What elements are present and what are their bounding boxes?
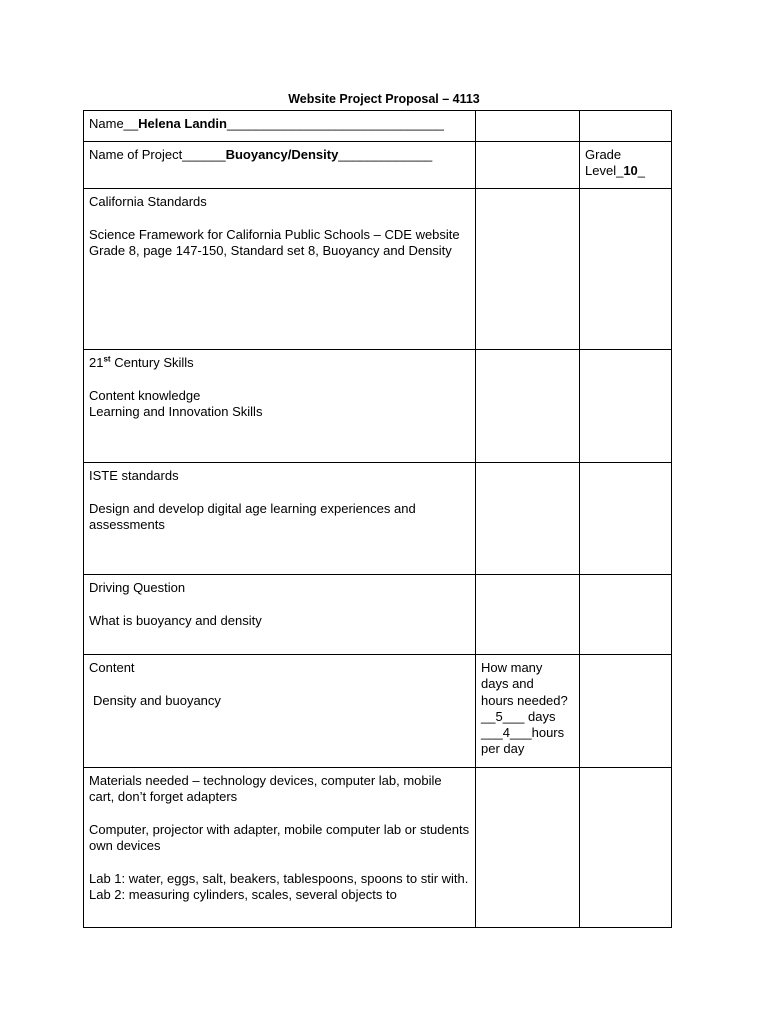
time-line-2: days and <box>481 676 534 692</box>
time-line-1: How many <box>481 660 543 675</box>
standards-cell <box>84 189 476 350</box>
time-line-days: __5___ days <box>481 708 556 724</box>
skills-heading-sup: st <box>103 354 111 364</box>
content-line-1: Density and buoyancy <box>93 692 221 708</box>
driving-question-cell <box>84 575 476 655</box>
grade-value: 10 <box>623 163 638 179</box>
skills-mid-cell <box>476 350 580 463</box>
skills-row <box>84 350 672 463</box>
skills-heading <box>89 355 470 371</box>
driving-question-line-1: What is buoyancy and density <box>89 612 262 628</box>
name-right-cell <box>580 111 672 142</box>
name-mid-cell <box>476 111 580 142</box>
skills-cell <box>84 350 476 463</box>
standards-right-cell <box>580 189 672 350</box>
content-row <box>84 655 672 768</box>
standards-line-1: Science Framework for California Public Schools – CDE website <box>89 226 460 242</box>
document-title: Website Project Proposal – 4113 <box>288 92 480 106</box>
grade-suffix: _ <box>637 163 646 179</box>
iste-right-cell <box>580 463 672 575</box>
content-cell <box>84 655 476 768</box>
name-cell <box>84 111 476 142</box>
content-right-cell <box>580 655 672 768</box>
project-value: Buoyancy/Density <box>225 147 339 162</box>
iste-mid-cell <box>476 463 580 575</box>
time-line-hours: ___4___hours <box>481 725 565 741</box>
time-needed-cell <box>476 655 580 768</box>
materials-mid-cell <box>476 768 580 928</box>
driving-question-mid-cell <box>476 575 580 655</box>
name-row <box>84 111 672 142</box>
driving-question-row <box>84 575 672 655</box>
time-line-3: hours needed? <box>481 692 568 708</box>
skills-line-1: Content knowledge <box>89 387 201 403</box>
driving-question-right-cell <box>580 575 672 655</box>
driving-question-heading: Driving Question <box>89 580 186 595</box>
materials-row <box>84 768 672 928</box>
project-prefix: Name of Project______ <box>89 147 226 162</box>
iste-line-1: Design and develop digital age learning experiences and assessments <box>89 500 416 532</box>
materials-lab-1: Lab 1: water, eggs, salt, beakers, tablespoons, spoons to stir with. <box>89 870 469 886</box>
standards-row <box>84 189 672 350</box>
name-suffix: ______________________________ <box>227 116 444 131</box>
name-value: Helena Landin <box>138 116 227 131</box>
standards-line-2: Grade 8, page 147-150, Standard set 8, Buoyancy and Density <box>89 242 452 258</box>
materials-cell <box>84 768 476 928</box>
skills-heading-rest: Century Skills <box>110 355 194 370</box>
iste-row <box>84 463 672 575</box>
grade-level-cell <box>580 142 672 189</box>
materials-heading: Materials needed – technology devices, computer lab, mobile cart, don’t forget adapters <box>89 773 442 805</box>
time-line-6: per day <box>481 741 525 757</box>
grade-label-line2: Level_ <box>585 163 624 179</box>
standards-mid-cell <box>476 189 580 350</box>
content-heading: Content <box>89 660 135 675</box>
skills-heading-num: 21 <box>89 355 104 370</box>
materials-right-cell <box>580 768 672 928</box>
project-cell <box>84 142 476 189</box>
materials-line-1: Computer, projector with adapter, mobile computer lab or students own devices <box>89 821 470 854</box>
name-prefix: Name__ <box>89 116 139 131</box>
skills-line-2: Learning and Innovation Skills <box>89 403 263 419</box>
grade-label-line1: Grade <box>585 147 622 162</box>
standards-heading: California Standards <box>89 194 207 209</box>
iste-heading: ISTE standards <box>89 468 179 483</box>
proposal-table <box>83 110 672 928</box>
project-row <box>84 142 672 189</box>
project-mid-cell <box>476 142 580 189</box>
skills-right-cell <box>580 350 672 463</box>
project-suffix: _____________ <box>338 147 433 162</box>
materials-lab-2: Lab 2: measuring cylinders, scales, several objects to <box>89 887 397 903</box>
iste-cell <box>84 463 476 575</box>
